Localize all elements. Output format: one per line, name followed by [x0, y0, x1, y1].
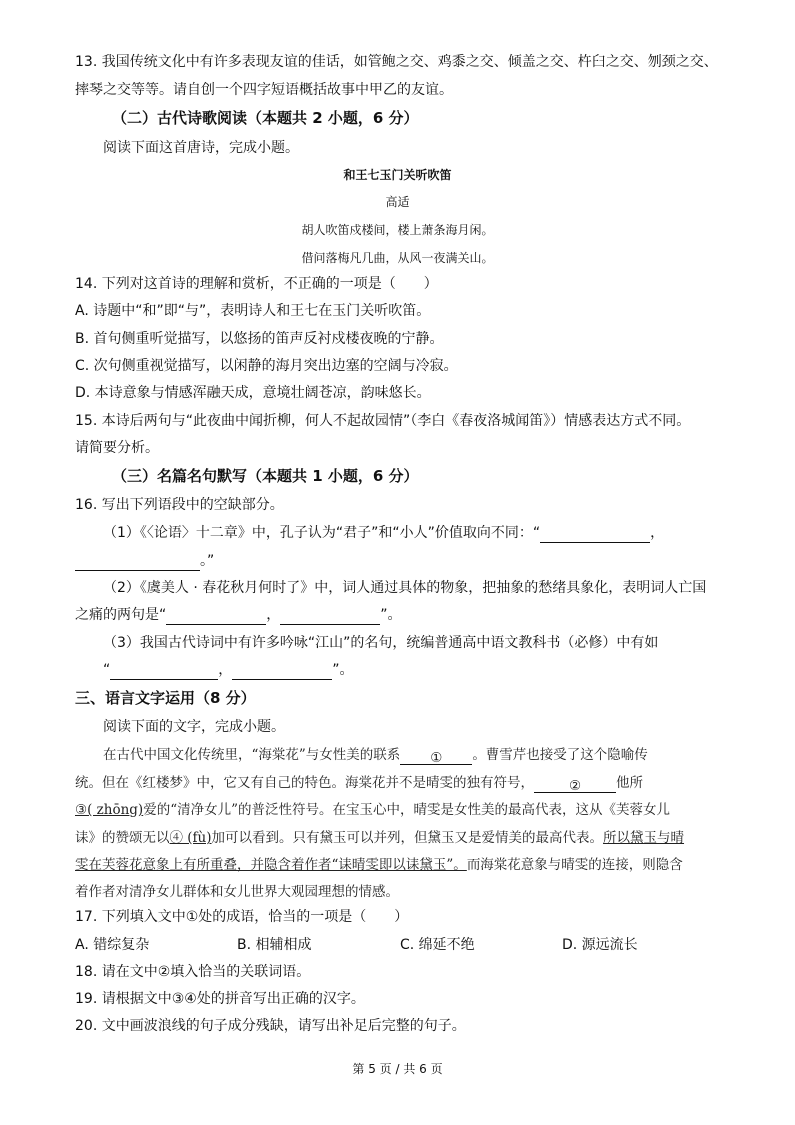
- poetry-intro: 阅读下面这首唐诗，完成小题。: [103, 140, 299, 156]
- text: ，: [218, 662, 233, 678]
- text: 之痛的两句是“: [75, 607, 167, 623]
- section-heading-recitation: （三）名篇名句默写（本题共 1 小题，6 分）: [112, 467, 419, 485]
- poem-author: 高适: [385, 195, 410, 209]
- wavy-sentence: 所以黛玉与晴: [603, 830, 685, 846]
- text: 爱的“清净女儿”的普泛性符号。在宝玉心中，晴雯是女性美的最高代表，这从《芙蓉女儿: [143, 802, 671, 818]
- passage-line: [75, 773, 643, 793]
- q16-item1-cont: [75, 551, 214, 571]
- text: 。曹雪芹也接受了这个隐喻传: [472, 747, 648, 763]
- q13-line1: 13. 我国传统文化中有许多表现友谊的佳话，如管鲍之交、鸡黍之交、倾盖之交、杵臼之交、刎颈之交、: [75, 54, 718, 70]
- text: （1）《〈论语〉十二章》中，孔子认为“君子”和“小人”价值取向不同：“: [103, 525, 541, 541]
- q14-stem: 14. 下列对这首诗的理解和赏析，不正确的一项是（ ）: [75, 276, 438, 292]
- text: 加可以看到。只有黛玉可以并列，但黛玉又是爱情美的最高代表。: [211, 830, 604, 846]
- answer-blank[interactable]: [75, 554, 200, 571]
- text: ”。: [332, 662, 354, 678]
- blank-1: ①: [400, 748, 472, 765]
- part3-heading: 三、语言文字运用（8 分）: [75, 689, 256, 707]
- q14-option-d: D. 本诗意象与情感浑融天成，意境壮阔苍凉，韵味悠长。: [75, 385, 431, 401]
- answer-blank[interactable]: [110, 663, 218, 680]
- answer-blank[interactable]: [540, 526, 650, 543]
- q17-option-d: D. 源远流长: [562, 937, 638, 953]
- q17-option-a: A. 错综复杂: [75, 937, 150, 953]
- text: ”。: [380, 607, 402, 623]
- q14-option-a: A. 诗题中“和”即“与”，表明诗人和王七在玉门关听吹笛。: [75, 303, 431, 319]
- q13-line2: 摔琴之交等等。请自创一个四字短语概括故事中甲乙的友谊。: [75, 82, 453, 98]
- q16-item1: [103, 523, 664, 543]
- part3-intro: 阅读下面的文字，完成小题。: [103, 719, 285, 735]
- poem-title: 和王七玉门关听吹笛: [343, 168, 452, 182]
- answer-blank[interactable]: [280, 608, 380, 625]
- q17-option-b: B. 相辅相成: [237, 937, 312, 953]
- passage-line: [75, 800, 670, 820]
- text: 他所: [616, 775, 643, 791]
- q17-stem: 17. 下列填入文中①处的成语，恰当的一项是（ ）: [75, 909, 409, 925]
- q19: 19. 请根据文中③④处的拼音写出正确的汉字。: [75, 991, 365, 1007]
- passage-line: 着作者对清净女儿群体和女儿世界大观园理想的情感。: [75, 884, 399, 900]
- blank-2: ②: [534, 776, 616, 793]
- pinyin-4: ④ (fù): [169, 830, 212, 846]
- poem-line: 胡人吹笛戍楼间，楼上萧条海月闲。: [301, 223, 494, 237]
- q18: 18. 请在文中②填入恰当的关联词语。: [75, 964, 311, 980]
- q16-item3-cont: [103, 660, 354, 680]
- text: 。”: [200, 553, 215, 569]
- text: ，: [266, 607, 281, 623]
- q16-item3: （3）我国古代诗词中有许多吟咏“江山”的名句，统编普通高中语文教科书（必修）中有如: [103, 635, 659, 651]
- q15-line2: 请简要分析。: [75, 440, 159, 456]
- pinyin-3: ③( zhōng): [75, 802, 144, 818]
- q20: 20. 文中画波浪线的句子成分残缺，请写出补足后完整的句子。: [75, 1018, 466, 1034]
- passage-line: [103, 745, 648, 765]
- q16-item2-cont: [75, 605, 402, 625]
- text: 而海棠花意象与晴雯的连接，则隐含: [466, 857, 683, 873]
- section-heading-poetry: （二）古代诗歌阅读（本题共 2 小题，6 分）: [112, 109, 419, 127]
- text: 诔》的赞颂无以: [75, 830, 170, 846]
- poem-line: 借问落梅凡几曲，从风一夜满关山。: [301, 251, 494, 265]
- passage-line: [75, 855, 683, 875]
- q14-option-c: C. 次句侧重视觉描写，以闲静的海月突出边塞的空阔与冷寂。: [75, 358, 458, 374]
- text: 在古代中国文化传统里，“海棠花”与女性美的联系: [103, 747, 401, 763]
- page-footer: 第 5 页 / 共 6 页: [352, 1062, 443, 1076]
- text: ，: [650, 525, 665, 541]
- passage-line: [75, 828, 684, 848]
- answer-blank[interactable]: [166, 608, 266, 625]
- q15-line1: 15. 本诗后两句与“此夜曲中闻折柳，何人不起故园情”（李白《春夜洛城闻笛》）情感表达方式不同。: [75, 413, 691, 429]
- q16-stem: 16. 写出下列语段中的空缺部分。: [75, 497, 284, 513]
- answer-blank[interactable]: [232, 663, 332, 680]
- q17-option-c: C. 绵延不绝: [400, 937, 475, 953]
- text: “: [103, 662, 111, 678]
- q14-option-b: B. 首句侧重听觉描写，以悠扬的笛声反衬戍楼夜晚的宁静。: [75, 331, 444, 347]
- q16-item2: （2）《虞美人 · 春花秋月何时了》中，词人通过具体的物象，把抽象的愁绪具象化，表明词人亡国: [103, 580, 707, 596]
- wavy-sentence: 雯在芙蓉花意象上有所重叠，并隐含着作者“诔晴雯即以诔黛玉”。: [75, 857, 467, 873]
- text: 统。但在《红楼梦》中，它又有自己的特色。海棠花并不是晴雯的独有符号，: [75, 775, 534, 791]
